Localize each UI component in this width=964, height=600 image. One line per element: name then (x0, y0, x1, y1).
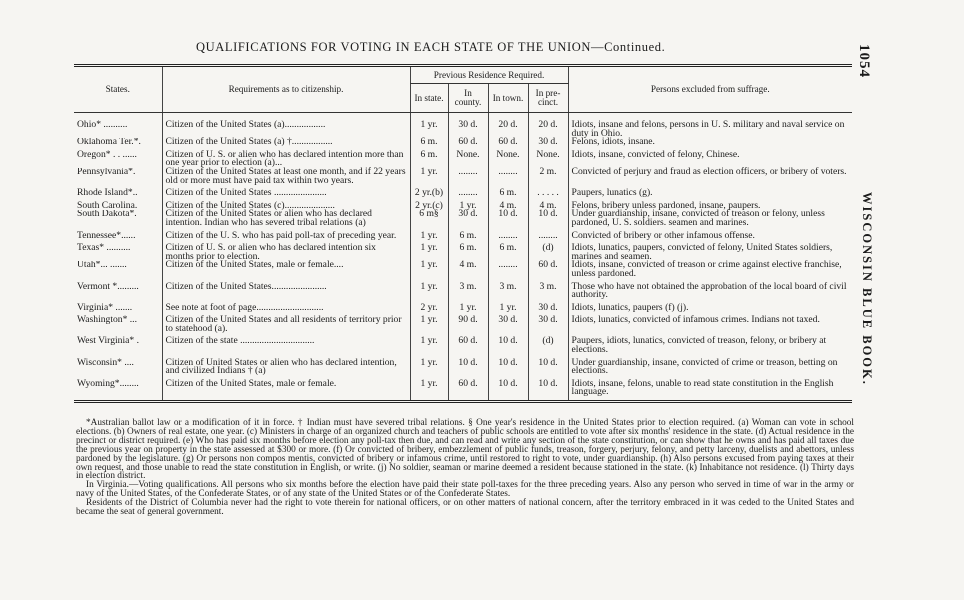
state-cell: Wisconsin* .... (77, 356, 134, 368)
page-number: 1054 (856, 44, 872, 78)
in-state-cell: 6 m. (410, 138, 448, 147)
in-county-cell: 10 d. (448, 355, 488, 376)
in-town-cell: None. (488, 147, 528, 168)
in-town-cell: 10 d. (488, 333, 528, 354)
header-in-precinct: In pre-cinct. (528, 84, 568, 113)
in-town-cell: 4 m. (488, 198, 528, 211)
in-precinct-cell: None. (528, 147, 568, 168)
citizenship-cell: Citizen of U. S. or alien who has declared intention six months prior to election. (162, 240, 410, 261)
excluded-cell: Under guardianship, insane, convicted of crime or treason, betting on elections. (568, 355, 852, 376)
in-town-cell: 3 m. (488, 279, 528, 300)
in-precinct-cell: 2 m. (528, 168, 568, 185)
in-precinct-cell: . . . . . (528, 185, 568, 198)
excluded-cell: Paupers, idiots, lunatics, convicted of treason, felony, or bribery at elections. (568, 333, 852, 354)
citizenship-cell: Citizen of United States or alien who has declared intention, and civilized Indians † (a) (162, 355, 410, 376)
in-county-cell: 90 d. (448, 312, 488, 333)
in-state-cell: 2 yr.(c) (410, 198, 448, 211)
table-row (74, 138, 852, 147)
excluded-cell: Idiots, insane, felons, unable to read state constitution in the English language. (568, 376, 852, 402)
citizenship-cell: Citizen of the United States ...................... (162, 185, 410, 198)
in-state-cell: 1 yr. (410, 355, 448, 376)
in-county-cell: 30 d. (448, 113, 488, 139)
in-precinct-cell: (d) (528, 333, 568, 354)
state-cell: South Carolina. (77, 199, 138, 211)
citizenship-cell: Citizen of the United States, male or female.... (162, 261, 410, 278)
in-town-cell: 10 d. (488, 376, 528, 402)
table-row (74, 355, 852, 376)
table-row (74, 210, 852, 227)
table-row (74, 312, 852, 333)
excluded-cell: Felons, idiots, insane. (568, 138, 852, 147)
in-precinct-cell: 30 d. (528, 312, 568, 333)
in-state-cell: 1 yr. (410, 312, 448, 333)
citizenship-cell: Citizen of the United States, male or female. (162, 376, 410, 402)
citizenship-cell: Citizen of the United States or alien who has declared intention. Indian who has severed tribal relations (a) (162, 210, 410, 227)
in-state-cell: 1 yr. (410, 333, 448, 354)
state-cell: Pennsylvania*. (77, 167, 136, 177)
in-state-cell: 1 yr. (410, 228, 448, 241)
in-town-cell: ........ (488, 261, 528, 278)
state-cell: Oregon* . . ...... (77, 148, 137, 160)
state-cell: Wyoming*........ (77, 377, 139, 389)
in-county-cell: 60 d. (448, 333, 488, 354)
in-county-cell: 1 yr. (448, 198, 488, 211)
in-town-cell: 60 d. (488, 138, 528, 147)
in-precinct-cell: 4 m. (528, 198, 568, 211)
table-body (74, 113, 852, 402)
table-row (74, 113, 852, 139)
state-cell: Utah*... ....... (77, 261, 127, 271)
in-town-cell: 10 d. (488, 210, 528, 227)
in-state-cell: 6 m§ (410, 210, 448, 227)
in-county-cell: 1 yr. (448, 300, 488, 313)
excluded-cell: Under guardianship, insane, convicted of treason or felony, unless pardoned, U. S. soldiers. seamen and marines. (568, 210, 852, 227)
in-state-cell: 2 yr.(b) (410, 185, 448, 198)
in-town-cell: 30 d. (488, 312, 528, 333)
citizenship-cell: Citizen of the United States at least one month, and if 22 years old or more must have paid tax within two years. (162, 168, 410, 185)
in-precinct-cell: 30 d. (528, 138, 568, 147)
excluded-cell: Idiots, insane and felons, persons in U. S. military and naval service on duty in Ohio. (568, 113, 852, 139)
table-row (74, 279, 852, 300)
page-title: QUALIFICATIONS FOR VOTING IN EACH STATE OF THE UNION—Continued. (196, 40, 666, 54)
footnote-district-of-columbia: Residents of the District of Columbia never had the right to vote therein for national officers, or on other matters of national concern, after the territory embraced in it was ceded to the United States and became the seat of general government. (76, 498, 854, 518)
state-cell: Ohio* .......... (77, 119, 128, 130)
in-state-cell: 2 yr. (410, 300, 448, 313)
in-town-cell: 20 d. (488, 113, 528, 139)
in-town-cell: ........ (488, 228, 528, 241)
state-cell: Washington* ... (77, 314, 137, 326)
footnote-main: *Australian ballot law or a modification of it in force. † Indian must have severed tribal relations. § One year's residence in the United States prior to election required. (a) Woman can vote in school elections. (b) Owners of real estate, one year. (c) Ministers in charge of an organized church and teachers of public schools are entitled to vote after six months' residence in the state. (d) Actual residence in the precinct or district required. (e) Who has paid six months before election any poll-tax then due, and can read and write any section of the state constitution, or can show that he owns and has paid all taxes due the previous year on property in the state assessed at $300 or more. (f) Or convicted of bribery, embezzlement of public funds, treason, forgery, perjury, felony, and petty larceny, duelists and abettors, unless pardoned by the legislature. (g) Or persons non compos mentis, convicted of bribery or infamous crime, until restored to right to vote, under guardianship. (h) Also persons excused from paying taxes at their own request, and those unable to read the state constitution in English, or write. (j) No soldier, seaman or marine deemed a resident because stationed in the state. (k) Inhabitance not residence. (l) Thirty days in election district. (76, 418, 854, 482)
in-town-cell: ........ (488, 168, 528, 185)
in-state-cell: 1 yr. (410, 113, 448, 139)
in-county-cell: 4 m. (448, 261, 488, 278)
citizenship-cell: Citizen of the United States and all residents of territory prior to statehood (a). (162, 312, 410, 333)
excluded-cell: Those who have not obtained the approbation of the local board of civil authority. (568, 279, 852, 300)
table-row (74, 376, 852, 402)
state-cell: Virginia* ....... (77, 301, 133, 313)
in-state-cell: 6 m. (410, 147, 448, 168)
in-county-cell: 6 m. (448, 240, 488, 261)
state-cell: West Virginia* . (77, 335, 139, 347)
in-county-cell: 60 d. (448, 138, 488, 147)
table-row (74, 168, 852, 185)
in-county-cell: 30 d. (448, 210, 488, 227)
table-row (74, 147, 852, 168)
in-county-cell: 6 m. (448, 228, 488, 241)
in-town-cell: 6 m. (488, 185, 528, 198)
footnotes (76, 419, 854, 517)
citizenship-cell: Citizen of the U. S. who has paid poll-tax of preceding year. (162, 228, 410, 241)
citizenship-cell: Citizen of the state ............................... (162, 333, 410, 354)
header-residence-group: Previous Residence Required. (410, 66, 568, 84)
state-cell: South Dakota*. (77, 210, 137, 220)
in-state-cell: 1 yr. (410, 168, 448, 185)
in-county-cell: 60 d. (448, 376, 488, 402)
excluded-cell: Idiots, insane, convicted of felony, Chinese. (568, 147, 852, 168)
in-precinct-cell: 30 d. (528, 300, 568, 313)
excluded-cell: Felons, bribery unless pardoned, insane, paupers. (568, 198, 852, 211)
table-row (74, 240, 852, 261)
state-cell: Tennessee*...... (77, 229, 136, 241)
in-state-cell: 1 yr. (410, 376, 448, 402)
header-excluded: Persons excluded from suffrage. (568, 66, 852, 113)
header-in-town: In town. (488, 84, 528, 113)
excluded-cell: Convicted of perjury and fraud as election officers, or bribery of voters. (568, 168, 852, 185)
citizenship-cell: Citizen of the United States....................... (162, 279, 410, 300)
in-state-cell: 1 yr. (410, 240, 448, 261)
in-precinct-cell: (d) (528, 240, 568, 261)
in-county-cell: ........ (448, 168, 488, 185)
in-town-cell: 1 yr. (488, 300, 528, 313)
in-town-cell: 10 d. (488, 355, 528, 376)
excluded-cell: Idiots, insane, convicted of treason or crime against elective franchise, unless pardoned. (568, 261, 852, 278)
excluded-cell: Idiots, lunatics, paupers, convicted of felony, United States soldiers, marines and seamen. (568, 240, 852, 261)
in-state-cell: 1 yr. (410, 279, 448, 300)
in-precinct-cell: 10 d. (528, 376, 568, 402)
in-precinct-cell: 20 d. (528, 113, 568, 139)
table-row (74, 228, 852, 241)
excluded-cell: Convicted of bribery or other infamous offense. (568, 228, 852, 241)
header-in-state: In state. (410, 84, 448, 113)
state-cell: Oklahoma Ter.*. (77, 138, 141, 147)
header-citizenship: Requirements as to citizenship. (162, 66, 410, 113)
in-county-cell: ........ (448, 185, 488, 198)
excluded-cell: Idiots, lunatics, paupers (f) (j). (568, 300, 852, 313)
in-county-cell: None. (448, 147, 488, 168)
in-precinct-cell: 10 d. (528, 355, 568, 376)
state-cell: Vermont *......... (77, 280, 139, 292)
table-row (74, 261, 852, 278)
running-head: WISCONSIN BLUE BOOK. (860, 192, 874, 386)
in-precinct-cell: 10 d. (528, 210, 568, 227)
excluded-cell: Idiots, lunatics, convicted of infamous crimes. Indians not taxed. (568, 312, 852, 333)
voting-qualifications-table (74, 64, 852, 403)
in-precinct-cell: 60 d. (528, 261, 568, 278)
in-precinct-cell: ........ (528, 228, 568, 241)
table-row (74, 300, 852, 313)
citizenship-cell: Citizen of the United States (a) †................. (162, 138, 410, 147)
in-county-cell: 3 m. (448, 279, 488, 300)
citizenship-cell: Citizen of the United States (a)................. (162, 113, 410, 139)
footnote-virginia: In Virginia.—Voting qualifications. All persons who six months before the election have paid their state poll-taxes for the three preceding years. Also any person who served in time of war in the army or navy of the United States, of the Confederate States, or of any state of the United States or of the Confederate States. (76, 480, 854, 500)
citizenship-cell: Citizen of U. S. or alien who has declared intention more than one year prior to election (a)... (162, 147, 410, 168)
table-row (74, 333, 852, 354)
in-precinct-cell: 3 m. (528, 279, 568, 300)
in-state-cell: 1 yr. (410, 261, 448, 278)
state-cell: Texas* .......... (77, 242, 131, 254)
state-cell: Rhode Island*.. (77, 187, 138, 198)
table-row (74, 185, 852, 198)
header-states: States. (74, 66, 162, 113)
citizenship-cell: See note at foot of page............................ (162, 300, 410, 313)
in-town-cell: 6 m. (488, 240, 528, 261)
citizenship-cell: Citizen of the United States (c)..................... (162, 198, 410, 211)
header-in-county: In county. (448, 84, 488, 113)
excluded-cell: Paupers, lunatics (g). (568, 185, 852, 198)
